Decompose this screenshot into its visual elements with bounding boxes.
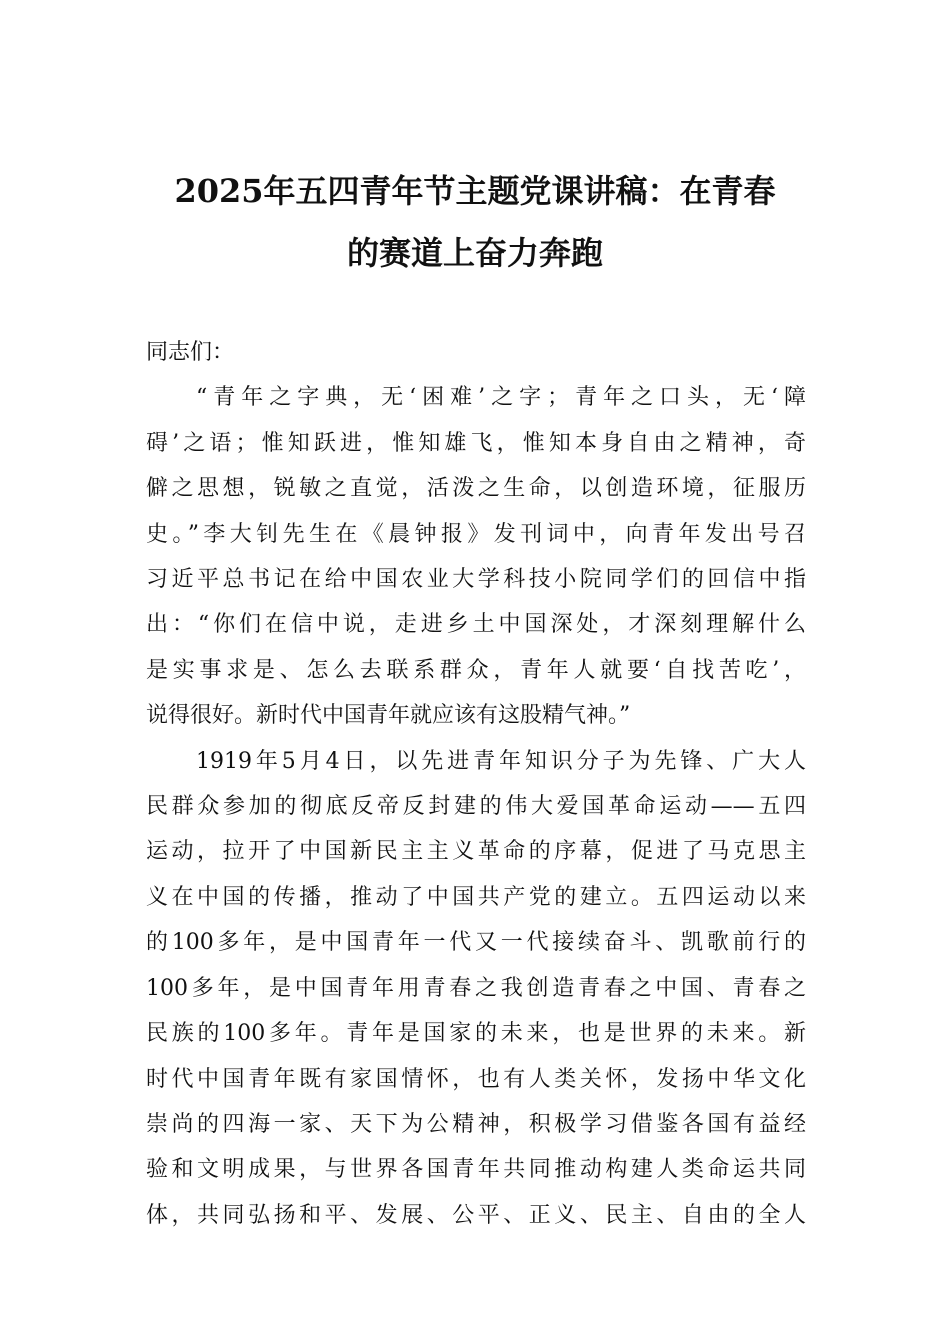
paragraph-line: 民族的100多年。青年是国家的未来，也是世界的未来。新 xyxy=(146,1021,806,1047)
salutation: 同志们： xyxy=(146,340,235,365)
paragraph-1 xyxy=(146,375,806,738)
paragraph-line: 1919年5月4日，以先进青年知识分子为先锋、广大人 xyxy=(196,748,806,774)
paragraph-line: 史。”李大钊先生在《晨钟报》发刊词中，向青年发出号召 xyxy=(146,521,806,547)
paragraph-line: 验和文明成果，与世界各国青年共同推动构建人类命运共同 xyxy=(146,1157,806,1183)
paragraph-line: 体，共同弘扬和平、发展、公平、正义、民主、自由的全人 xyxy=(146,1202,806,1228)
paragraph-line: 崇尚的四海一家、天下为公精神，积极学习借鉴各国有益经 xyxy=(146,1111,806,1137)
paragraph-line: 时代中国青年既有家国情怀，也有人类关怀，发扬中华文化 xyxy=(146,1066,806,1092)
title-line-2: 的赛道上奋力奔跑 xyxy=(346,234,603,272)
paragraph-line: “青年之字典，无‘困难’之字；青年之口头，无‘障 xyxy=(196,385,806,411)
paragraph-line: 碍’之语；惟知跃进，惟知雄飞，惟知本身自由之精神，奇 xyxy=(146,430,806,456)
paragraph-line: 习近平总书记在给中国农业大学科技小院同学们的回信中指 xyxy=(146,567,806,593)
paragraph-line: 民群众参加的彻底反帝反封建的伟大爱国革命运动——五四 xyxy=(146,794,806,820)
paragraph-line: 出：“你们在信中说，走进乡土中国深处，才深刻理解什么 xyxy=(146,612,806,638)
paragraph-line: 僻之思想，锐敏之直觉，活泼之生命，以创造环境，征服历 xyxy=(146,476,806,502)
document-body xyxy=(146,330,806,1238)
paragraph-line: 运动，拉开了中国新民主主义革命的序幕，促进了马克思主 xyxy=(146,839,806,865)
paragraph-line: 说得很好。新时代中国青年就应该有这股精气神。” xyxy=(146,703,631,729)
paragraph-2 xyxy=(146,739,806,1238)
paragraph-line: 的100多年，是中国青年一代又一代接续奋斗、凯歌前行的 xyxy=(146,930,806,956)
title-line-1: 2025年五四青年节主题党课讲稿：在青春 xyxy=(174,172,776,210)
paragraph-line: 是实事求是、怎么去联系群众，青年人就要‘自找苦吃’， xyxy=(146,657,806,683)
paragraph-line: 义在中国的传播，推动了中国共产党的建立。五四运动以来 xyxy=(146,884,806,910)
paragraph-line: 100多年，是中国青年用青春之我创造青春之中国、青春之 xyxy=(146,975,806,1001)
document-title xyxy=(130,160,820,284)
